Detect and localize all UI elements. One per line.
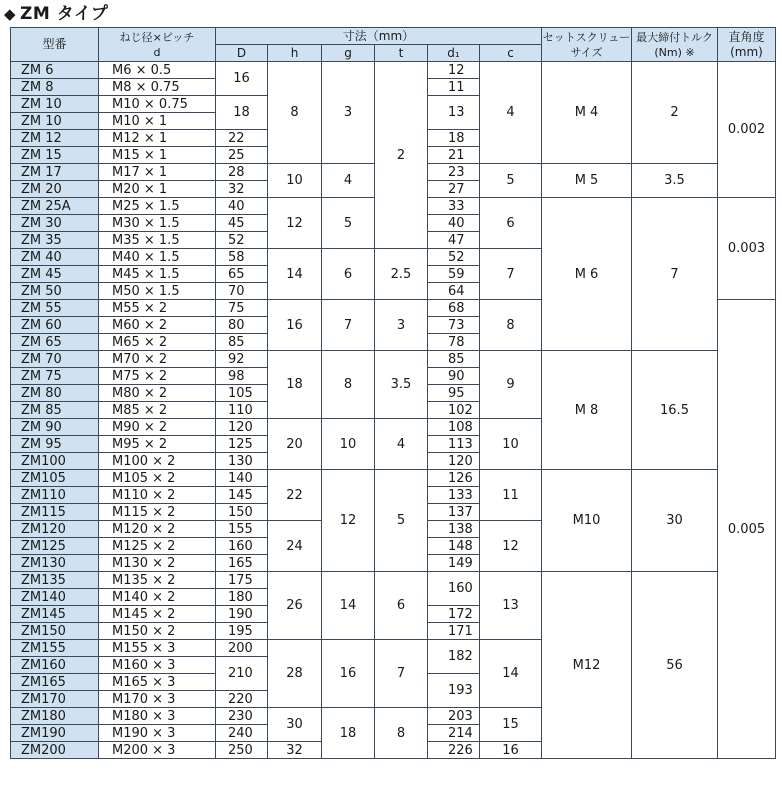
cell-d1: 171: [428, 623, 480, 640]
cell-D: 105: [216, 385, 268, 402]
header-t: t: [375, 45, 428, 62]
cell-D: 230: [216, 708, 268, 725]
header-c: c: [480, 45, 542, 62]
header-angle-top: 直角度: [728, 29, 765, 44]
table-row-thread: M130 × 2: [99, 555, 216, 572]
header-h: h: [268, 45, 322, 62]
table-row-model: ZM 80: [11, 385, 99, 402]
table-row-thread: M85 × 2: [99, 402, 216, 419]
cell-D: 160: [216, 538, 268, 555]
cell-D: 40: [216, 198, 268, 215]
section-title: [4, 2, 108, 26]
table-row-thread: M110 × 2: [99, 487, 216, 504]
cell-c: 7: [480, 249, 542, 300]
cell-set-screw: M 8: [542, 351, 632, 470]
cell-t: 5: [375, 470, 428, 572]
table-row-thread: M70 × 2: [99, 351, 216, 368]
cell-c: 12: [480, 521, 542, 572]
cell-D: 22: [216, 130, 268, 147]
cell-d1: 137: [428, 504, 480, 521]
cell-D: 150: [216, 504, 268, 521]
table-row-model: ZM 40: [11, 249, 99, 266]
table-row-model: ZM 35: [11, 232, 99, 249]
table-row-model: ZM 20: [11, 181, 99, 198]
section-title-text: ZM タイプ: [20, 4, 109, 24]
table-row-model: ZM 12: [11, 130, 99, 147]
table-row-model: ZM115: [11, 504, 99, 521]
table-row-model: ZM 60: [11, 317, 99, 334]
table-row-thread: M145 × 2: [99, 606, 216, 623]
table-row-thread: M10 × 0.75: [99, 96, 216, 113]
cell-d1: 21: [428, 147, 480, 164]
table-row-thread: M95 × 2: [99, 436, 216, 453]
table-row-thread: M17 × 1: [99, 164, 216, 181]
table-row-thread: M125 × 2: [99, 538, 216, 555]
table-row-thread: M75 × 2: [99, 368, 216, 385]
table-row-thread: M170 × 3: [99, 691, 216, 708]
cell-d1: 203: [428, 708, 480, 725]
cell-d1: 18: [428, 130, 480, 147]
table-row-model: ZM150: [11, 623, 99, 640]
table-row-model: ZM 95: [11, 436, 99, 453]
table-row-thread: M100 × 2: [99, 453, 216, 470]
cell-g: 6: [322, 249, 375, 300]
cell-t: 3: [375, 300, 428, 351]
table-row-model: ZM 15: [11, 147, 99, 164]
table-row-thread: M105 × 2: [99, 470, 216, 487]
cell-D: 80: [216, 317, 268, 334]
table-row-model: ZM200: [11, 742, 99, 759]
header-torque-bottom: (Nm) ※: [654, 45, 695, 59]
cell-D: 75: [216, 300, 268, 317]
table-row-model: ZM 45: [11, 266, 99, 283]
cell-d1: 214: [428, 725, 480, 742]
cell-d1: 64: [428, 283, 480, 300]
cell-torque: 16.5: [632, 351, 718, 470]
cell-c: 8: [480, 300, 542, 351]
cell-D: 130: [216, 453, 268, 470]
table-row-thread: M200 × 3: [99, 742, 216, 759]
cell-t: 7: [375, 640, 428, 708]
cell-D: 200: [216, 640, 268, 657]
cell-d1: 182: [428, 640, 480, 674]
cell-t: 6: [375, 572, 428, 640]
table-row-thread: M55 × 2: [99, 300, 216, 317]
header-thread: [99, 28, 216, 62]
table-row-thread: M115 × 2: [99, 504, 216, 521]
header-d1: d₁: [428, 45, 480, 62]
table-row-thread: M30 × 1.5: [99, 215, 216, 232]
table-row-model: ZM140: [11, 589, 99, 606]
cell-c: 10: [480, 419, 542, 470]
table-row-thread: M35 × 1.5: [99, 232, 216, 249]
header-set-screw: [542, 28, 632, 62]
header-thread-bottom: d: [153, 45, 161, 59]
table-row-thread: M90 × 2: [99, 419, 216, 436]
header-thread-top: ねじ径×ピッチ: [119, 30, 195, 44]
cell-d1: 90: [428, 368, 480, 385]
table-row-model: ZM 10: [11, 113, 99, 130]
cell-h: 18: [268, 351, 322, 419]
table-row-thread: M15 × 1: [99, 147, 216, 164]
cell-d1: 126: [428, 470, 480, 487]
cell-t: 4: [375, 419, 428, 470]
table-row-model: ZM 65: [11, 334, 99, 351]
table-row-thread: M20 × 1: [99, 181, 216, 198]
cell-d1: 12: [428, 62, 480, 79]
cell-D: 155: [216, 521, 268, 538]
cell-torque: 7: [632, 198, 718, 351]
cell-D: 25: [216, 147, 268, 164]
cell-d1: 78: [428, 334, 480, 351]
cell-c: 5: [480, 164, 542, 198]
cell-d1: 47: [428, 232, 480, 249]
table-row-model: ZM 70: [11, 351, 99, 368]
header-angle: [718, 28, 776, 62]
cell-h: 14: [268, 249, 322, 300]
table-row-thread: M10 × 1: [99, 113, 216, 130]
cell-set-screw: M10: [542, 470, 632, 572]
table-row-model: ZM 90: [11, 419, 99, 436]
cell-d1: 148: [428, 538, 480, 555]
cell-d1: 113: [428, 436, 480, 453]
cell-t: 2: [375, 62, 428, 249]
cell-d1: 73: [428, 317, 480, 334]
table-row-model: ZM110: [11, 487, 99, 504]
cell-h: 30: [268, 708, 322, 742]
cell-D: 85: [216, 334, 268, 351]
table-row-model: ZM 25A: [11, 198, 99, 215]
table-row-model: ZM160: [11, 657, 99, 674]
header-model: 型番: [11, 28, 99, 62]
cell-D: 125: [216, 436, 268, 453]
cell-t: 2.5: [375, 249, 428, 300]
cell-D: 195: [216, 623, 268, 640]
cell-c: 14: [480, 640, 542, 708]
table-row-model: ZM 50: [11, 283, 99, 300]
cell-d1: 120: [428, 453, 480, 470]
header-dims: 寸法（mm）: [216, 28, 542, 45]
cell-D: 98: [216, 368, 268, 385]
table-row-thread: M40 × 1.5: [99, 249, 216, 266]
cell-h: 10: [268, 164, 322, 198]
cell-D: 45: [216, 215, 268, 232]
header-g: g: [322, 45, 375, 62]
table-row-model: ZM130: [11, 555, 99, 572]
cell-g: 10: [322, 419, 375, 470]
cell-d1: 13: [428, 96, 480, 130]
table-row-thread: M80 × 2: [99, 385, 216, 402]
cell-g: 7: [322, 300, 375, 351]
cell-D: 16: [216, 62, 268, 96]
cell-D: 145: [216, 487, 268, 504]
cell-d1: 23: [428, 164, 480, 181]
header-torque-top: 最大締付トルク: [636, 30, 713, 44]
cell-D: 18: [216, 96, 268, 130]
table-row-thread: M190 × 3: [99, 725, 216, 742]
cell-torque: 3.5: [632, 164, 718, 198]
spec-table: [10, 27, 776, 759]
cell-D: 70: [216, 283, 268, 300]
cell-d1: 85: [428, 351, 480, 368]
table-row-thread: M155 × 3: [99, 640, 216, 657]
table-row-model: ZM 17: [11, 164, 99, 181]
table-row-model: ZM190: [11, 725, 99, 742]
table-row-model: ZM180: [11, 708, 99, 725]
cell-d1: 33: [428, 198, 480, 215]
diamond-icon: ◆: [4, 5, 17, 23]
cell-d1: 40: [428, 215, 480, 232]
cell-h: 16: [268, 300, 322, 351]
cell-angle: 0.005: [718, 300, 776, 759]
cell-set-screw: M 6: [542, 198, 632, 351]
table-row-thread: M160 × 3: [99, 657, 216, 674]
cell-D: 52: [216, 232, 268, 249]
table-row-thread: M150 × 2: [99, 623, 216, 640]
table-row-model: ZM135: [11, 572, 99, 589]
cell-d1: 160: [428, 572, 480, 606]
cell-d1: 11: [428, 79, 480, 96]
cell-d1: 149: [428, 555, 480, 572]
cell-d1: 68: [428, 300, 480, 317]
table-row-model: ZM 75: [11, 368, 99, 385]
table-row-model: ZM165: [11, 674, 99, 691]
cell-d1: 95: [428, 385, 480, 402]
cell-D: 165: [216, 555, 268, 572]
cell-D: 175: [216, 572, 268, 589]
cell-torque: 30: [632, 470, 718, 572]
cell-D: 210: [216, 657, 268, 691]
header-D: D: [216, 45, 268, 62]
table-row-thread: M12 × 1: [99, 130, 216, 147]
cell-d1: 138: [428, 521, 480, 538]
cell-d1: 108: [428, 419, 480, 436]
cell-g: 3: [322, 62, 375, 164]
cell-h: 26: [268, 572, 322, 640]
cell-d1: 102: [428, 402, 480, 419]
table-row-thread: M50 × 1.5: [99, 283, 216, 300]
table-row-model: ZM100: [11, 453, 99, 470]
cell-D: 58: [216, 249, 268, 266]
cell-g: 16: [322, 640, 375, 708]
table-row-model: ZM 10: [11, 96, 99, 113]
cell-c: 9: [480, 351, 542, 419]
cell-t: 3.5: [375, 351, 428, 419]
cell-D: 140: [216, 470, 268, 487]
cell-c: 6: [480, 198, 542, 249]
cell-D: 28: [216, 164, 268, 181]
cell-d1: 133: [428, 487, 480, 504]
cell-D: 110: [216, 402, 268, 419]
cell-g: 18: [322, 708, 375, 759]
cell-h: 28: [268, 640, 322, 708]
table-row-thread: M135 × 2: [99, 572, 216, 589]
table-row-thread: M120 × 2: [99, 521, 216, 538]
table-row-thread: M6 × 0.5: [99, 62, 216, 79]
cell-g: 14: [322, 572, 375, 640]
table-row-thread: M45 × 1.5: [99, 266, 216, 283]
cell-D: 190: [216, 606, 268, 623]
cell-angle: 0.002: [718, 62, 776, 198]
table-row-model: ZM120: [11, 521, 99, 538]
cell-t: 8: [375, 708, 428, 759]
cell-c: 16: [480, 742, 542, 759]
cell-D: 65: [216, 266, 268, 283]
header-torque: [632, 28, 718, 62]
cell-D: 220: [216, 691, 268, 708]
cell-d1: 172: [428, 606, 480, 623]
cell-g: 8: [322, 351, 375, 419]
table-row-model: ZM155: [11, 640, 99, 657]
cell-h: 20: [268, 419, 322, 470]
cell-c: 15: [480, 708, 542, 742]
cell-h: 12: [268, 198, 322, 249]
cell-d1: 27: [428, 181, 480, 198]
cell-h: 32: [268, 742, 322, 759]
cell-D: 250: [216, 742, 268, 759]
cell-g: 5: [322, 198, 375, 249]
table-row-model: ZM105: [11, 470, 99, 487]
cell-d1: 52: [428, 249, 480, 266]
cell-h: 8: [268, 62, 322, 164]
table-row-thread: M65 × 2: [99, 334, 216, 351]
cell-set-screw: M 5: [542, 164, 632, 198]
table-row-model: ZM 8: [11, 79, 99, 96]
table-row-model: ZM 55: [11, 300, 99, 317]
cell-d1: 226: [428, 742, 480, 759]
cell-D: 180: [216, 589, 268, 606]
cell-D: 92: [216, 351, 268, 368]
cell-angle: 0.003: [718, 198, 776, 300]
cell-g: 4: [322, 164, 375, 198]
table-row-thread: M60 × 2: [99, 317, 216, 334]
cell-D: 120: [216, 419, 268, 436]
cell-c: 11: [480, 470, 542, 521]
table-row-thread: M165 × 3: [99, 674, 216, 691]
cell-h: 24: [268, 521, 322, 572]
table-row-model: ZM170: [11, 691, 99, 708]
cell-set-screw: M 4: [542, 62, 632, 164]
cell-set-screw: M12: [542, 572, 632, 759]
header-set-screw-bottom: サイズ: [570, 45, 603, 59]
table-row-model: ZM125: [11, 538, 99, 555]
table-row-model: ZM145: [11, 606, 99, 623]
table-row-thread: M140 × 2: [99, 589, 216, 606]
table-row-model: ZM 85: [11, 402, 99, 419]
header-set-screw-top: セットスクリュー: [542, 30, 631, 44]
cell-c: 13: [480, 572, 542, 640]
cell-h: 22: [268, 470, 322, 521]
table-row-thread: M25 × 1.5: [99, 198, 216, 215]
cell-d1: 193: [428, 674, 480, 708]
table-row-model: ZM 6: [11, 62, 99, 79]
table-row-model: ZM 30: [11, 215, 99, 232]
cell-g: 12: [322, 470, 375, 572]
cell-d1: 59: [428, 266, 480, 283]
cell-torque: 2: [632, 62, 718, 164]
cell-torque: 56: [632, 572, 718, 759]
table-row-thread: M180 × 3: [99, 708, 216, 725]
cell-D: 240: [216, 725, 268, 742]
cell-c: 4: [480, 62, 542, 164]
table-row-thread: M8 × 0.75: [99, 79, 216, 96]
header-angle-bottom: (mm): [730, 44, 763, 59]
cell-D: 32: [216, 181, 268, 198]
